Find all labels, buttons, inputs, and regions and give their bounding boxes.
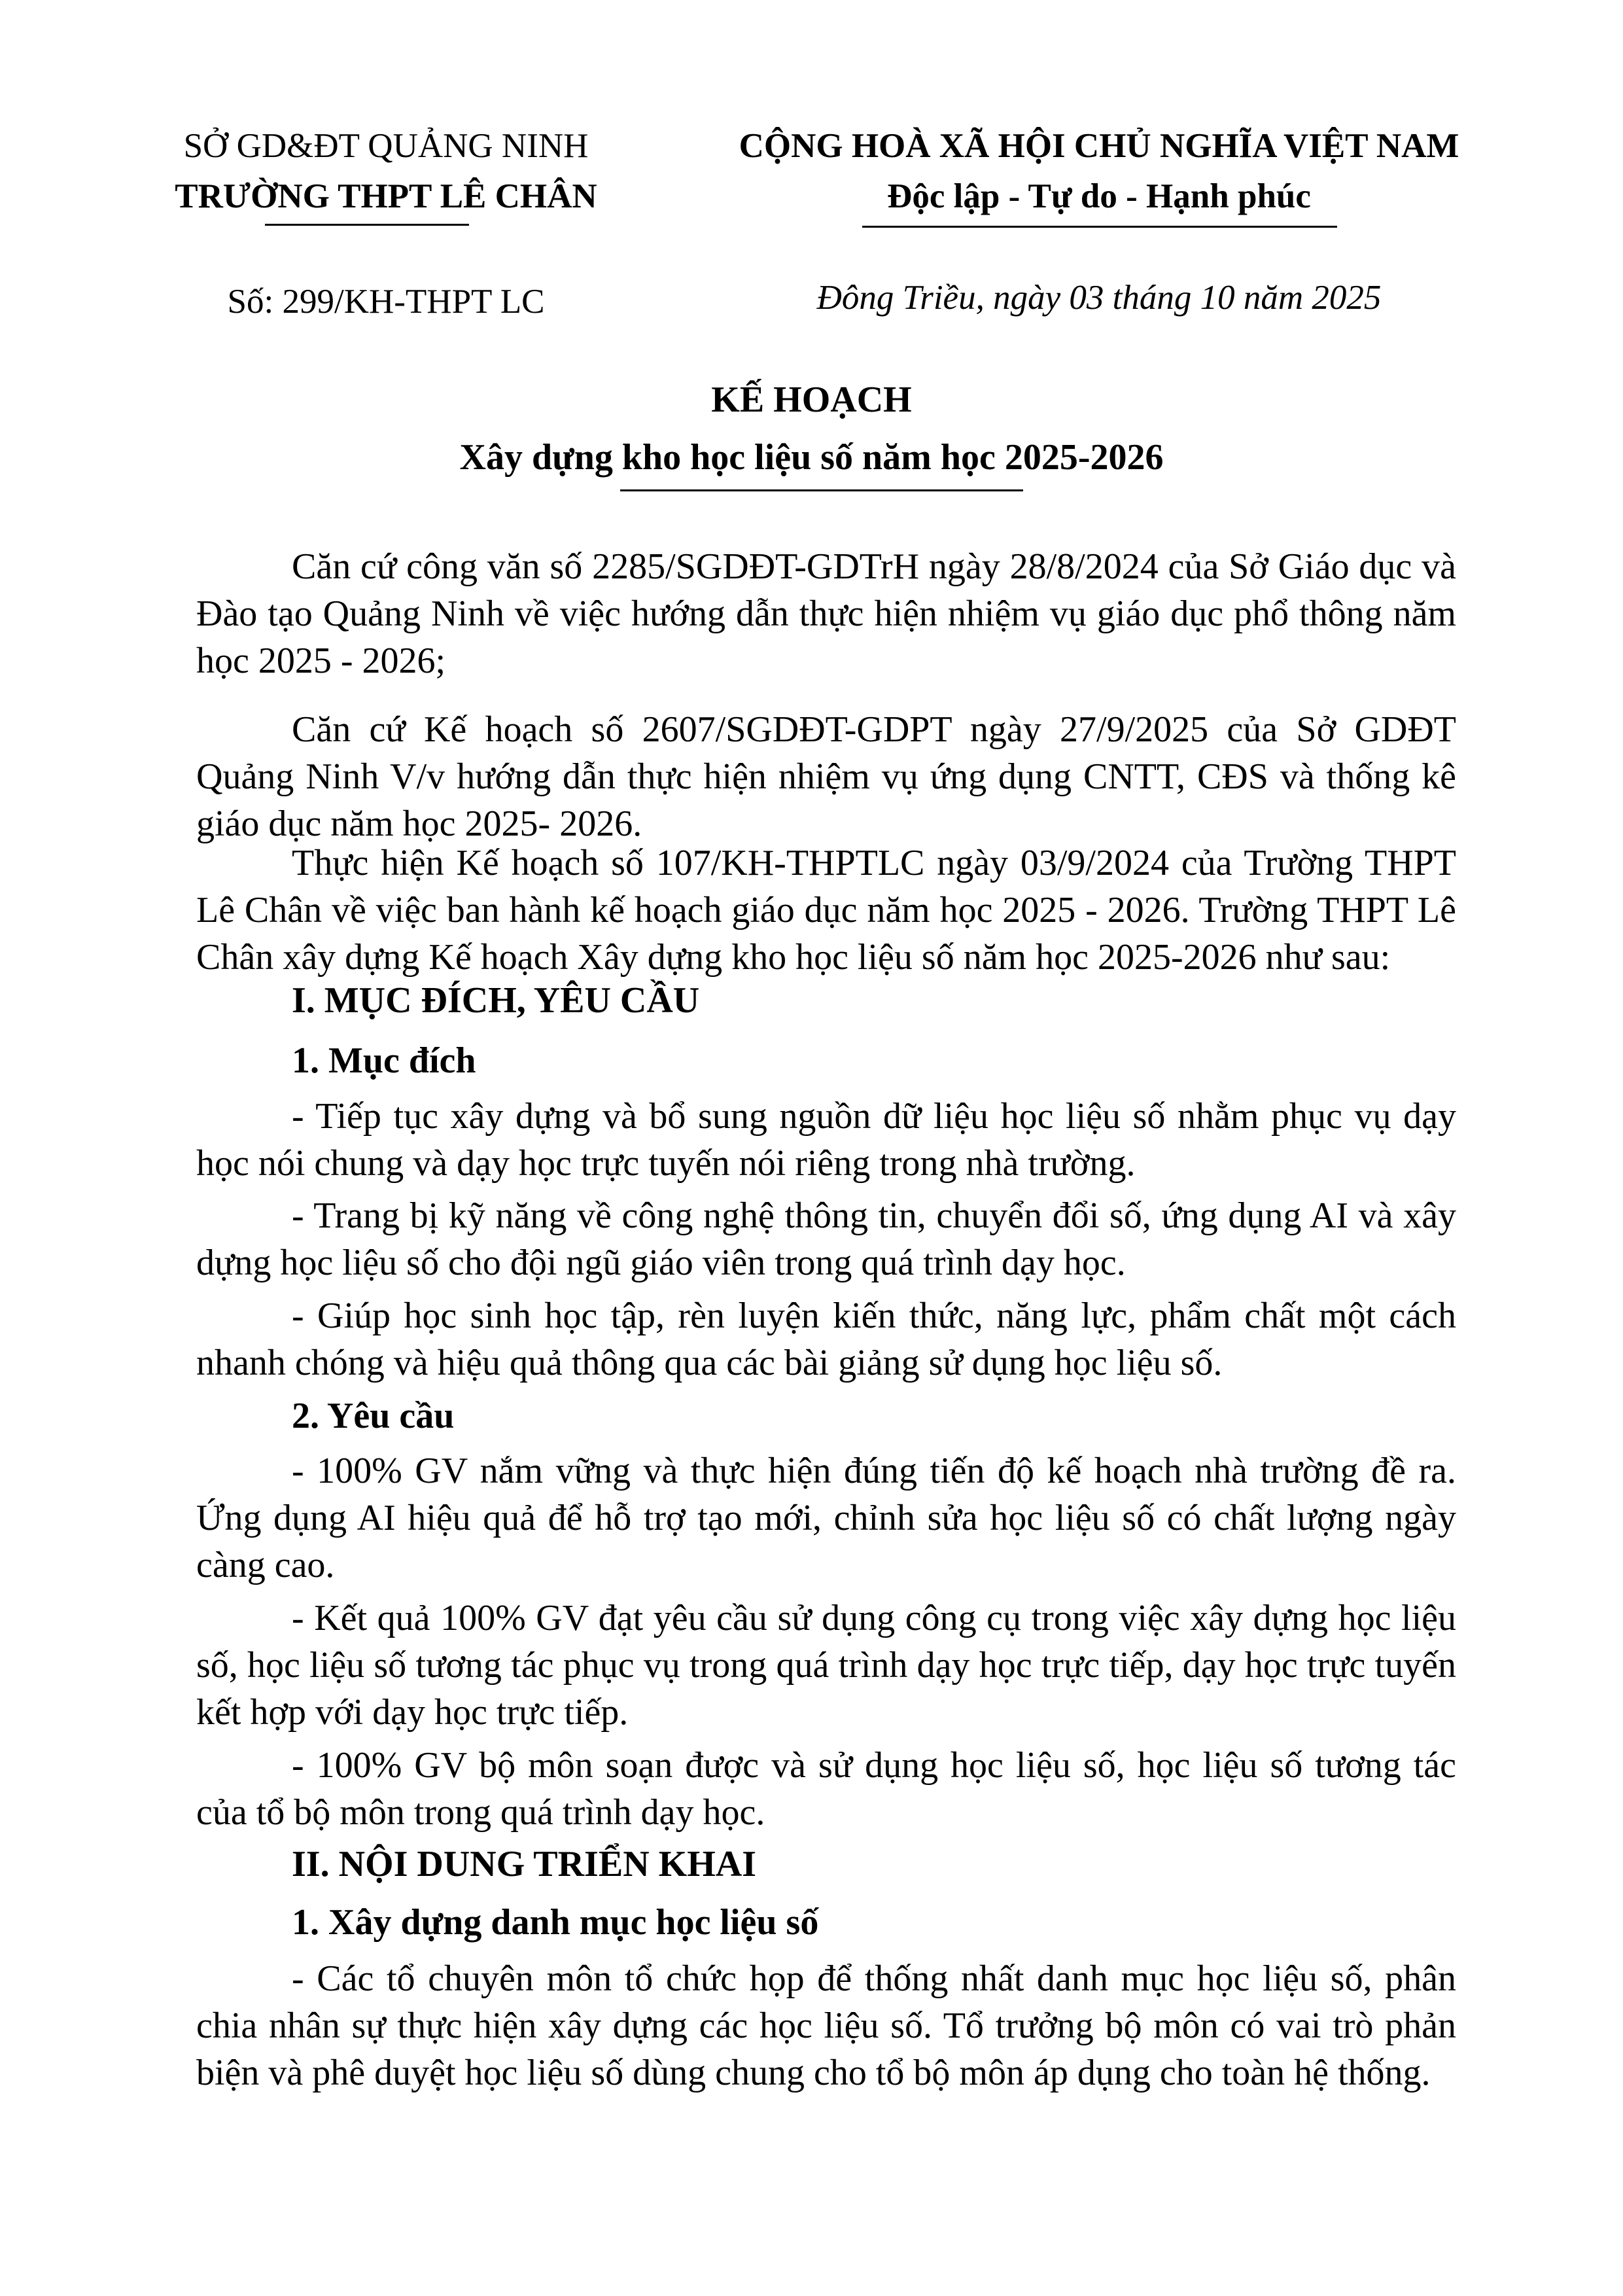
document-subtitle: Xây dựng kho học liệu số năm học 2025-2026 <box>459 437 1164 478</box>
basis-paragraph-3: Thực hiện Kế hoạch số 107/KH-THPTLC ngày 03/9/2024 của Trường THPT Lê Chân về việc ban hành kế hoạch giáo dục năm học 2025 - 2026. Trường THPT Lê Chân xây dựng Kế hoạch Xây dựng kho học liệu số năm học 2025-2026 như sau: <box>196 843 1456 978</box>
agency-name: SỞ GD&ĐT QUẢNG NINH <box>183 127 589 165</box>
subsection-heading-requirements: 2. Yêu cầu <box>292 1396 455 1436</box>
nation-name: CỘNG HOÀ XÃ HỘI CHỦ NGHĨA VIỆT NAM <box>739 127 1459 165</box>
national-motto: Độc lập - Tự do - Hạnh phúc <box>887 177 1311 215</box>
document-number: Số: 299/KH-THPT LC <box>227 283 545 321</box>
section-heading-purpose-requirements: I. MỤC ĐÍCH, YÊU CẦU <box>292 980 700 1021</box>
requirement-item-1: - 100% GV nắm vững và thực hiện đúng tiến độ kế hoạch nhà trường đề ra. Ứng dụng AI hiệu quả để hỗ trợ tạo mới, chỉnh sửa học liệu số có chất lượng ngày càng cao. <box>196 1451 1456 1585</box>
basis-paragraph-2: Căn cứ Kế hoạch số 2607/SGDĐT-GDPT ngày 27/9/2025 của Sở GDĐT Quảng Ninh V/v hướng dẫn thực hiện nhiệm vụ ứng dụng CNTT, CĐS và thống kê giáo dục năm học 2025- 2026. <box>196 709 1456 844</box>
subsection-heading-purpose: 1. Mục đích <box>292 1040 476 1081</box>
purpose-item-1: - Tiếp tục xây dựng và bổ sung nguồn dữ liệu học liệu số nhằm phục vụ dạy học nói chung và dạy học trực tuyến nói riêng trong nhà trường. <box>196 1096 1456 1184</box>
requirement-item-2: - Kết quả 100% GV đạt yêu cầu sử dụng công cụ trong việc xây dựng học liệu số, học liệu số tương tác phục vụ trong quá trình dạy học trực tiếp, dạy học trực tuyến kết hợp với dạy học trực tiếp. <box>196 1598 1456 1733</box>
subsection-heading-catalog: 1. Xây dựng danh mục học liệu số <box>292 1902 819 1943</box>
purpose-item-2: - Trang bị kỹ năng về công nghệ thông tin, chuyển đổi số, ứng dụng AI và xây dựng học liệu số cho đội ngũ giáo viên trong quá trình dạy học. <box>196 1195 1456 1283</box>
basis-paragraph-1: Căn cứ công văn số 2285/SGDĐT-GDTrH ngày 28/8/2024 của Sở Giáo dục và Đào tạo Quảng Ninh về việc hướng dẫn thực hiện nhiệm vụ giáo dục phổ thông năm học 2025 - 2026; <box>196 546 1456 681</box>
subtitle-underline <box>620 489 1023 491</box>
purpose-item-3: - Giúp học sinh học tập, rèn luyện kiến thức, năng lực, phẩm chất một cách nhanh chóng và hiệu quả thông qua các bài giảng sử dụng học liệu số. <box>196 1296 1456 1383</box>
school-name-underline <box>265 224 469 226</box>
content-item-1: - Các tổ chuyên môn tổ chức họp để thống nhất danh mục học liệu số, phân chia nhân sự thực hiện xây dựng các học liệu số. Tổ trưởng bộ môn có vai trò phản biện và phê duyệt học liệu số dùng chung cho tổ bộ môn áp dụng cho toàn hệ thống. <box>196 1958 1456 2093</box>
school-name: TRƯỜNG THPT LÊ CHÂN <box>175 177 597 215</box>
requirement-item-3: - 100% GV bộ môn soạn được và sử dụng học liệu số, học liệu số tương tác của tổ bộ môn trong quá trình dạy học. <box>196 1745 1456 1833</box>
document-title: KẾ HOẠCH <box>711 380 912 420</box>
section-heading-implementation: II. NỘI DUNG TRIỂN KHAI <box>292 1844 756 1884</box>
place-and-date: Đông Triều, ngày 03 tháng 10 năm 2025 <box>816 279 1382 317</box>
motto-underline <box>862 226 1337 228</box>
